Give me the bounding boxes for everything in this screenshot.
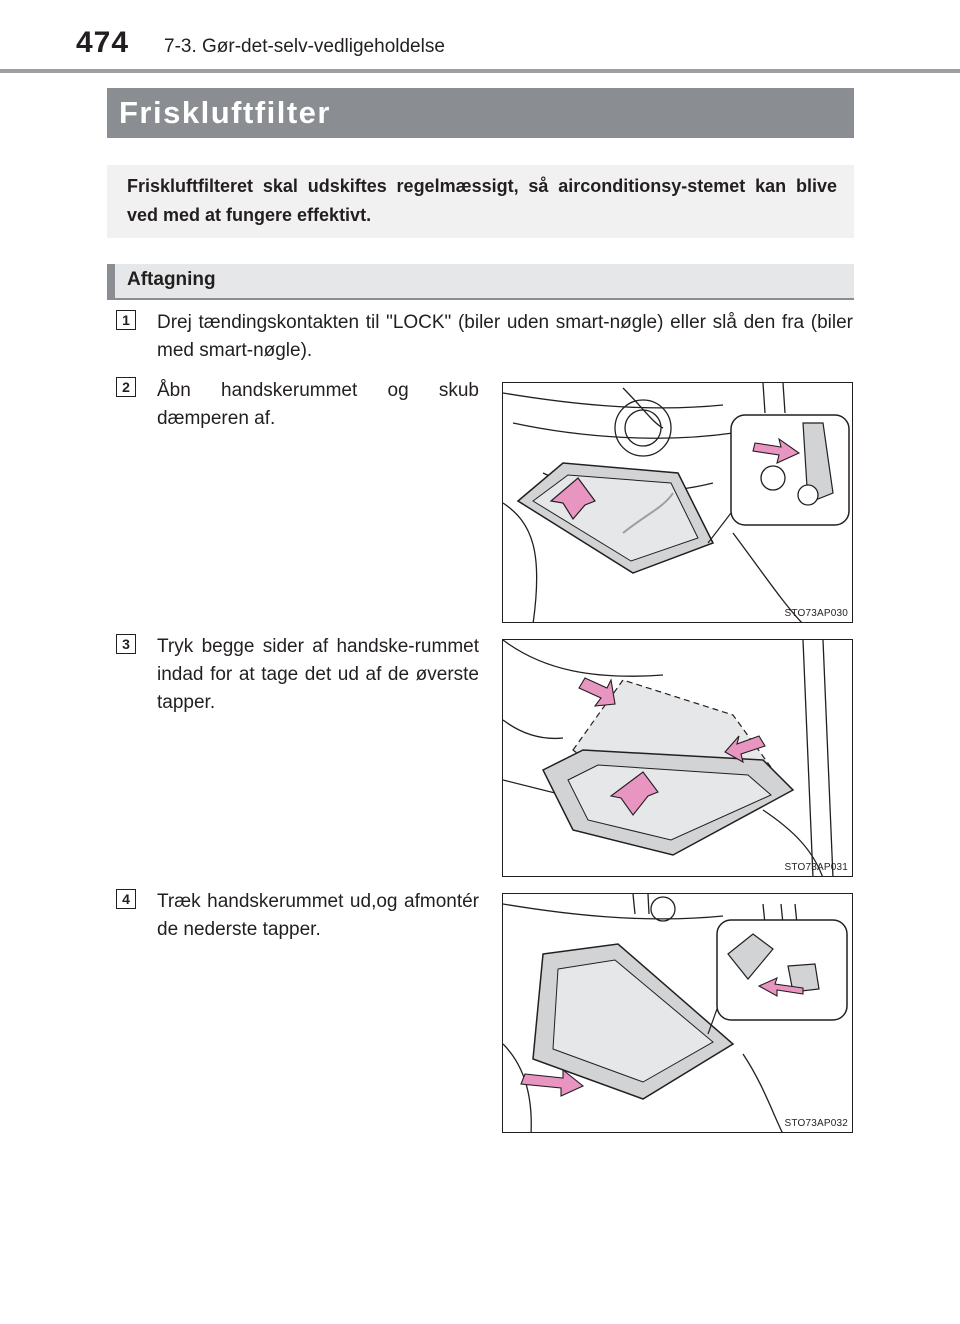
figure-step-2 [502, 382, 853, 623]
squeeze-left-arrow-icon [579, 678, 615, 706]
step-1-number: 1 [116, 310, 136, 330]
figure-caption: STO73AP032 [784, 1118, 848, 1129]
step-4-text: Træk handskerummet ud,og afmontér de nederste tapper. [157, 891, 479, 940]
figure-caption: STO73AP031 [784, 862, 848, 873]
step-4-number: 4 [116, 889, 136, 909]
step-1-text: Drej tændingskontakten til "LOCK" (biler uden smart-nøgle) eller slå den fra (biler med smart-nøgle). [157, 312, 853, 361]
glovebox-squeeze-illustration [503, 640, 853, 877]
header-divider [0, 69, 960, 73]
section-title: 7-3. Gør-det-selv-vedligeholdelse [164, 36, 445, 57]
intro-text: Friskluftfilteret skal udskiftes regelmæssigt, så airconditionsy-stemet kan blive ved med at fungere effektivt. [127, 176, 837, 225]
subheading-accent [107, 264, 115, 298]
glovebox-damper-illustration [503, 383, 853, 623]
figure-step-4 [502, 893, 853, 1133]
step-2-number: 2 [116, 377, 136, 397]
figure-step-3 [502, 639, 853, 877]
subheading-bar [107, 264, 854, 300]
page-title: Friskluftfilter [119, 95, 331, 130]
step-2-text: Åbn handskerummet og skub dæmperen af. [157, 380, 479, 429]
figure-caption: STO73AP030 [784, 608, 848, 619]
page-number: 474 [76, 26, 130, 59]
step-3-number: 3 [116, 634, 136, 654]
subheading: Aftagning [127, 269, 216, 290]
page-title-bar [107, 88, 854, 138]
glovebox-removal-illustration [503, 894, 853, 1133]
intro-box [107, 165, 854, 238]
step-3-text: Tryk begge sider af handske-rummet indad for at tage det ud af de øverste tapper. [157, 636, 479, 713]
